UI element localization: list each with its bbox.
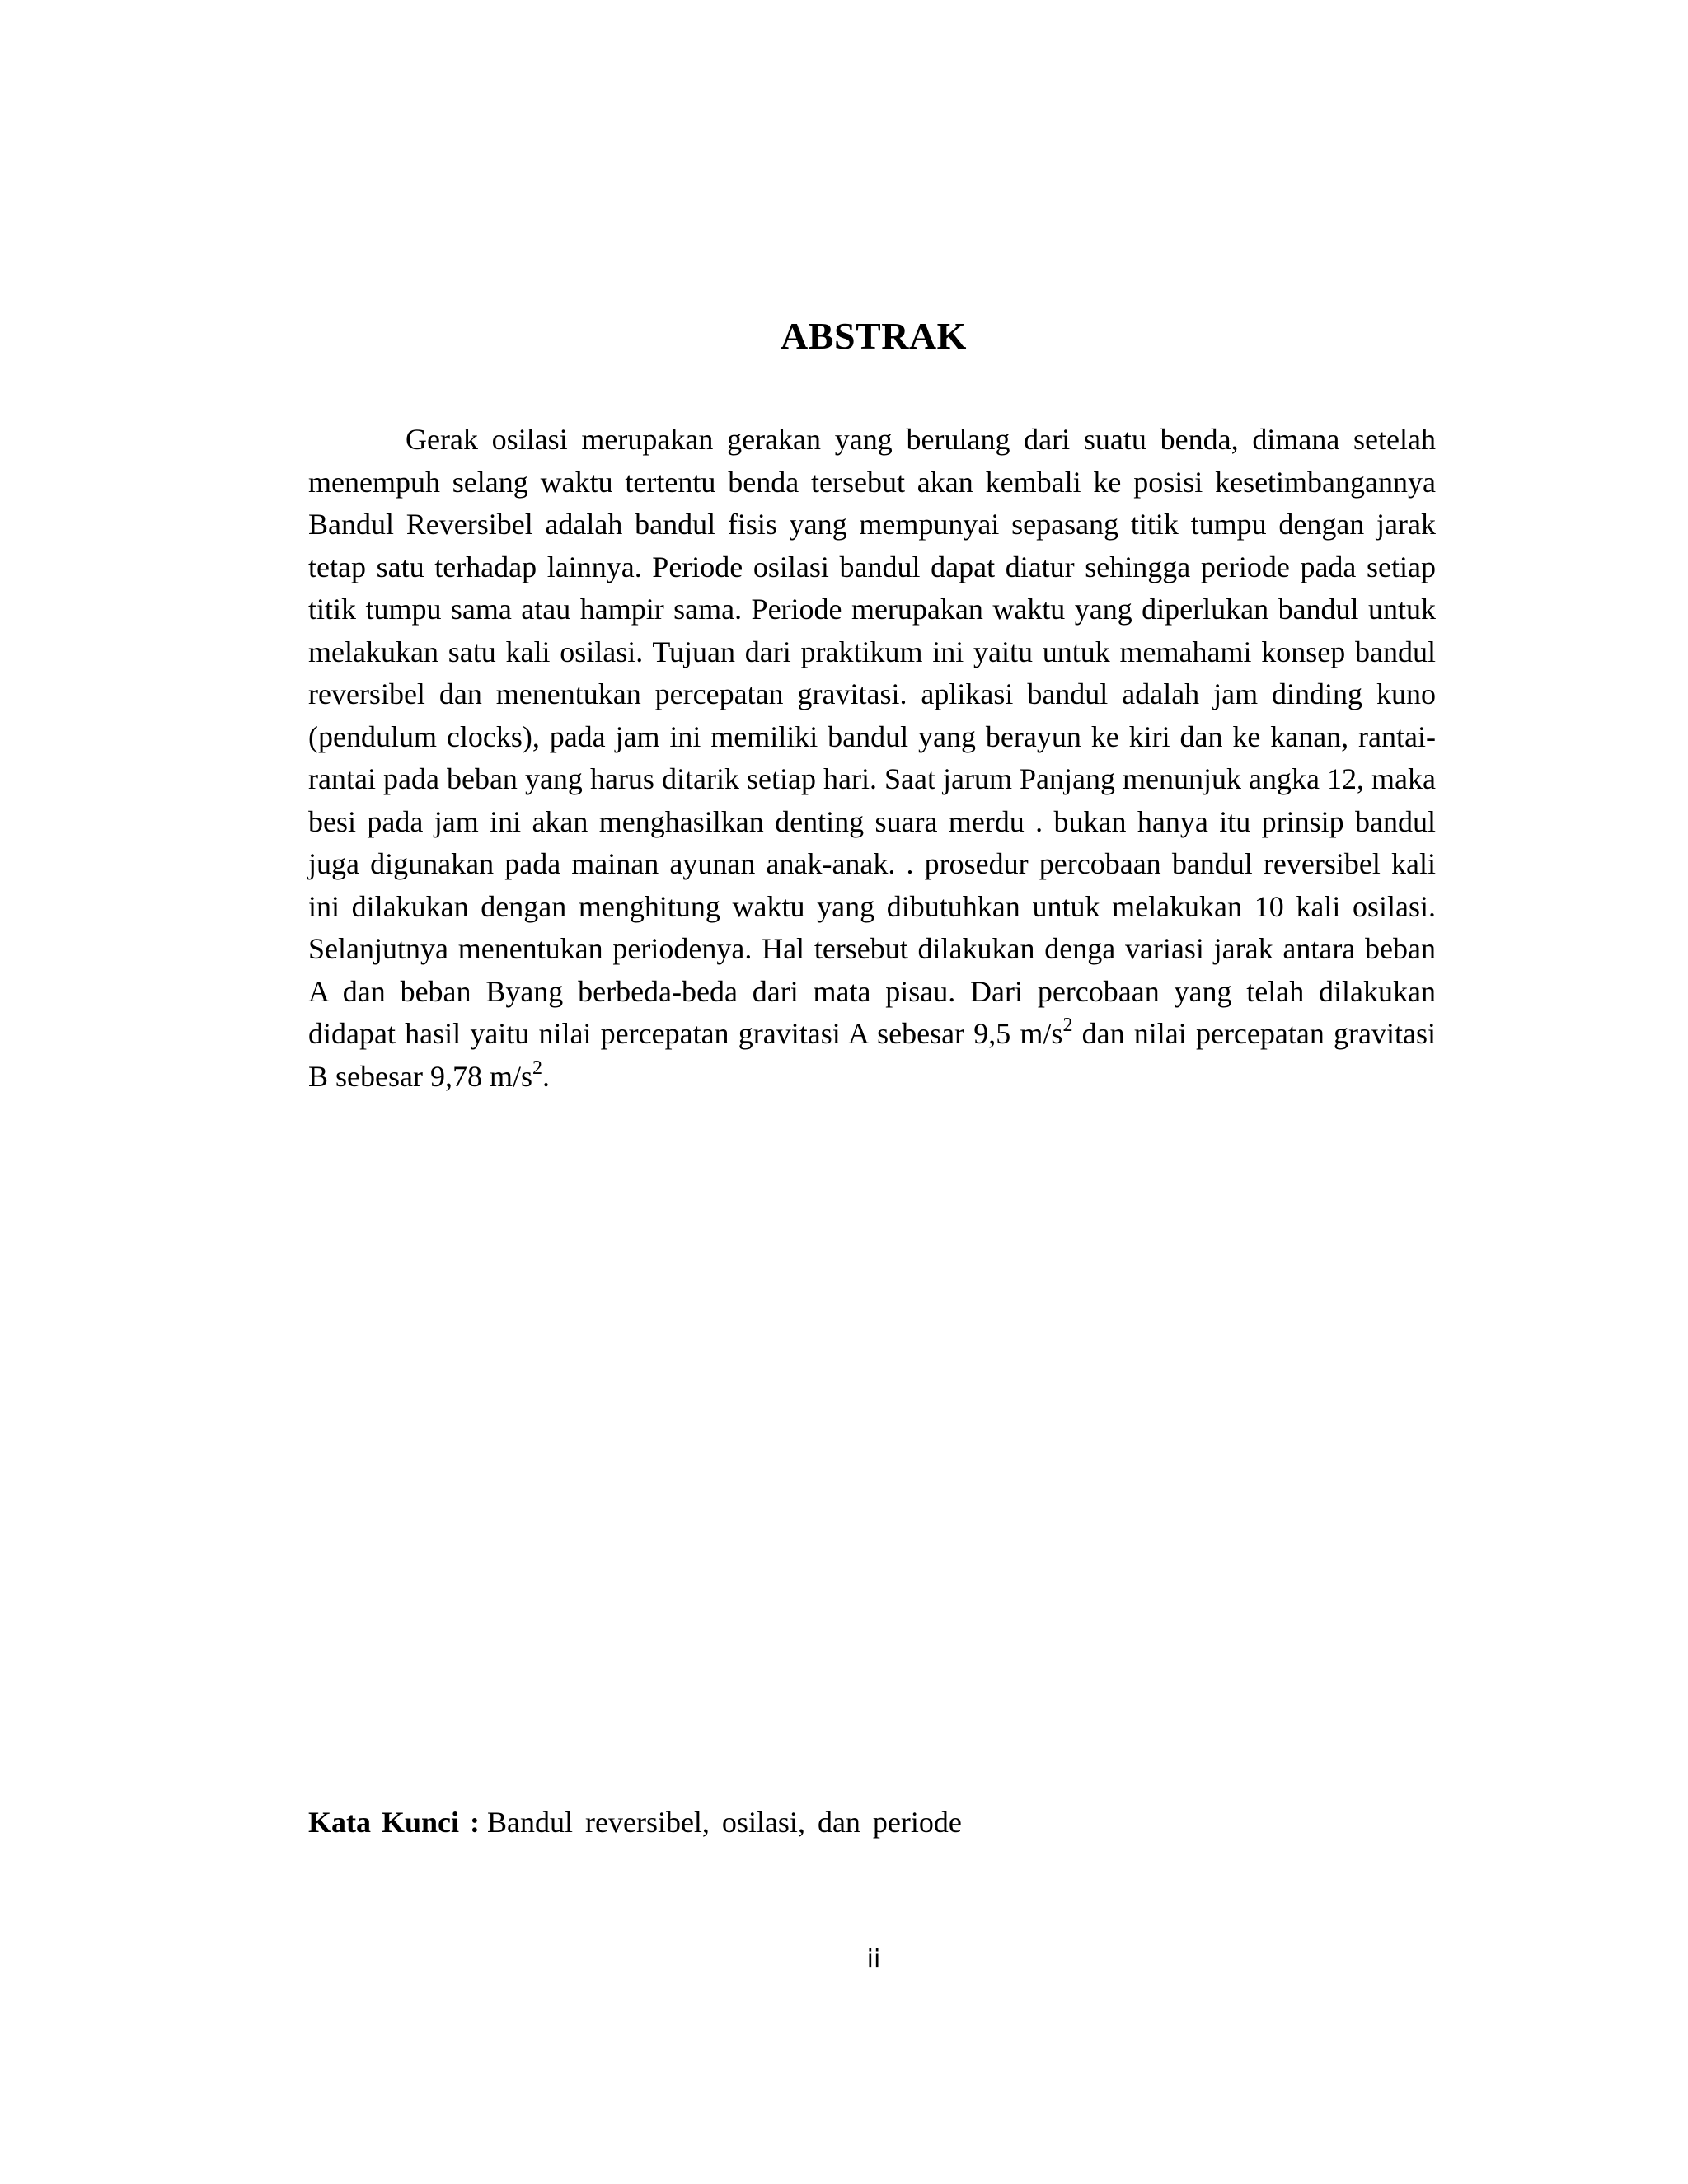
abstract-text-continued: dan nilai percepatan gravitasi B sebesar 9,78 m/s bbox=[308, 1017, 1436, 1093]
abstract-paragraph bbox=[308, 419, 1436, 1098]
superscript-squared-a: 2 bbox=[1062, 1015, 1073, 1036]
superscript-squared-b: 2 bbox=[532, 1057, 542, 1079]
page-number: ii bbox=[866, 1945, 881, 1974]
page-title: ABSTRAK bbox=[781, 315, 967, 357]
abstract-text-end: . bbox=[542, 1059, 550, 1093]
keywords-value: Bandul reversibel, osilasi, dan periode bbox=[487, 1806, 962, 1839]
keywords-label: Kata Kunci : bbox=[308, 1806, 481, 1839]
abstract-text: Gerak osilasi merupakan gerakan yang berulang dari suatu benda, dimana setelah menempuh selang waktu tertentu benda tersebut akan kembali ke posisi kesetimbangannya Bandul Reversibel adalah bandul fisis yang mempunyai sepasang titik tumpu dengan jarak tetap satu terhadap lainnya. Periode osilasi bandul dapat diatur sehingga periode pada setiap titik tumpu sama atau hampir sama. Periode merupakan waktu yang diperlukan bandul untuk melakukan satu kali osilasi. Tujuan dari praktikum ini yaitu untuk memahami konsep bandul reversibel dan menentukan percepatan gravitasi. aplikasi bandul adalah jam dinding kuno (pendulum clocks), pada jam ini memiliki bandul yang berayun ke kiri dan ke kanan, rantai-rantai pada beban yang harus ditarik setiap hari. Saat jarum Panjang menunjuk angka 12, maka besi pada jam ini akan menghasilkan denting suara merdu . bukan hanya itu prinsip bandul juga digunakan pada mainan ayunan anak-anak. . prosedur percobaan bandul reversibel kali ini dilakukan dengan menghitung waktu yang dibutuhkan untuk melakukan 10 kali osilasi. Selanjutnya menentukan periodenya. Hal tersebut dilakukan denga variasi jarak antara beban A dan beban Byang berbeda-beda dari mata pisau. Dari percobaan yang telah dilakukan didapat hasil yaitu nilai percepatan gravitasi A sebesar 9,5 m/s bbox=[308, 423, 1436, 1050]
keywords-line bbox=[308, 1802, 962, 1843]
